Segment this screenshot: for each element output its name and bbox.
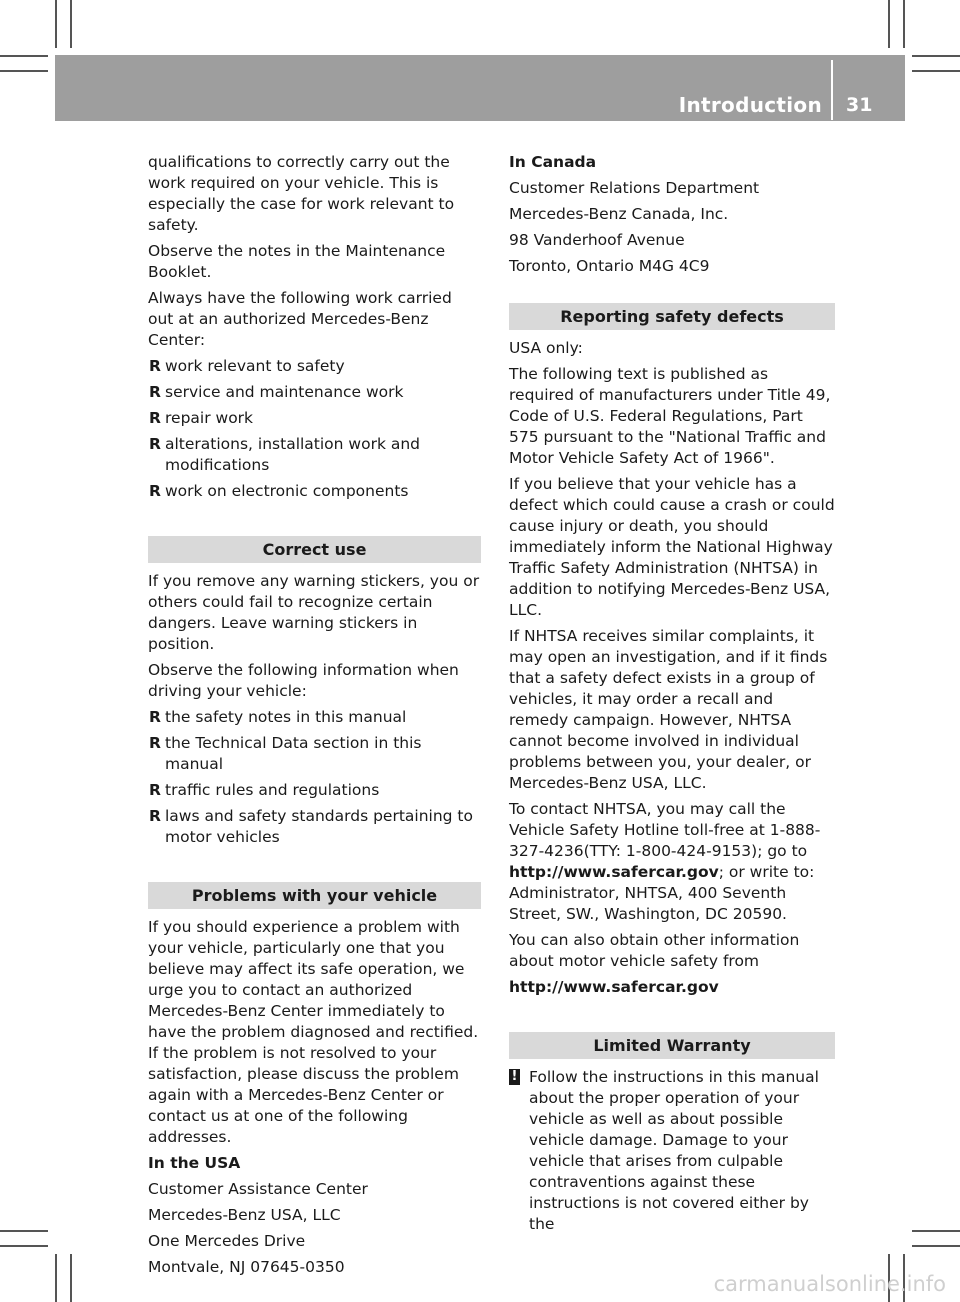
bullet-icon: R: [149, 781, 161, 799]
paragraph: The following text is published as required of manufacturers under Title 49, Code of U.S. Federal Regulations, Part 575 pursuant to the "National Traffic and Motor Vehicle Safety Act of 1966".: [509, 365, 831, 467]
bullet-icon: R: [149, 357, 161, 375]
warning-note: [509, 1067, 835, 1235]
list-item: R work on electronic components: [149, 482, 409, 500]
crop-mark: [70, 0, 72, 48]
address-line: Mercedes-Benz Canada, Inc.: [509, 205, 729, 223]
warning-icon: !: [509, 1069, 520, 1085]
list-item: R alterations, installation work and modifications: [149, 435, 421, 474]
crop-mark: [912, 55, 960, 57]
paragraph: USA only:: [509, 339, 583, 357]
list-item: R the safety notes in this manual: [149, 708, 407, 726]
section-heading-problems: Problems with your vehicle: [148, 882, 481, 909]
list-item: R work relevant to safety: [149, 357, 345, 375]
correct-use-list: [148, 707, 481, 848]
section-heading-reporting: Reporting safety defects: [509, 303, 835, 330]
bullet-icon: R: [149, 482, 161, 500]
crop-mark: [0, 1230, 48, 1232]
bullet-icon: R: [149, 409, 161, 427]
address-line: Toronto, Ontario M4G 4C9: [509, 257, 710, 275]
crop-mark: [55, 0, 57, 48]
crop-mark: [0, 70, 48, 72]
list-item: R the Technical Data section in this manual: [149, 734, 422, 773]
section-title: Introduction: [678, 93, 822, 117]
crop-mark: [912, 70, 960, 72]
warning-text: Follow the instructions in this manual about the proper operation of your vehicle as well as about possible vehicle damage. Damage to your vehicle that arises from culpable contraventions against these instructions is not covered either by the: [529, 1068, 819, 1233]
bullet-icon: R: [149, 708, 161, 726]
paragraph: Observe the notes in the Maintenance Booklet.: [148, 242, 446, 281]
page-number: 31: [846, 94, 873, 116]
right-column: [509, 152, 835, 1235]
address-label-usa: In the USA: [148, 1154, 241, 1172]
crop-mark: [888, 0, 890, 48]
paragraph: qualifications to correctly carry out the work required on your vehicle. This is especially the case for work relevant to safety.: [148, 153, 455, 234]
list-item: R service and maintenance work: [149, 383, 404, 401]
section-heading-correct-use: Correct use: [148, 536, 481, 563]
crop-mark: [0, 55, 48, 57]
address-line: Montvale, NJ 07645-0350: [148, 1258, 345, 1276]
crop-mark: [70, 1254, 72, 1302]
bullet-icon: R: [149, 383, 161, 401]
bullet-icon: R: [149, 807, 161, 825]
header-separator: [831, 60, 833, 120]
crop-mark: [903, 0, 905, 48]
paragraph: Observe the following information when driving your vehicle:: [148, 661, 459, 700]
address-line: One Mercedes Drive: [148, 1232, 306, 1250]
left-column: [148, 152, 481, 1283]
address-line: Customer Relations Department: [509, 179, 760, 197]
paragraph: You can also obtain other information about motor vehicle safety from: [509, 931, 800, 970]
watermark: carmanualsonline.info: [713, 1272, 946, 1296]
crop-mark: [55, 1254, 57, 1302]
paragraph: If you should experience a problem with your vehicle, particularly one that you believe may affect its safe operation, we urge you to contact an authorized Mercedes-Benz Center immediately to have the problem diagnosed and rectified. If the problem is not resolved to your satisfaction, please discuss the problem again with a Mercedes-Benz Center or contact us at one of the following addresses.: [148, 918, 479, 1146]
paragraph: If you remove any warning stickers, you or others could fail to recognize certain dangers. Leave warning stickers in position.: [148, 572, 480, 653]
crop-mark: [912, 1245, 960, 1247]
paragraph: Always have the following work carried out at an authorized Mercedes-Benz Center:: [148, 289, 452, 349]
crop-mark: [912, 1230, 960, 1232]
paragraph: If NHTSA receives similar complaints, it may open an investigation, and if it finds that a safety defect exists in a group of vehicles, it may order a recall and remedy campaign. However, NHTSA cannot become involved in individual problems between you, your dealer, or Mercedes-Benz USA, LLC.: [509, 627, 828, 792]
paragraph: To contact NHTSA, you may call the Vehicle Safety Hotline toll-free at 1-888-327-4236(TTY: 1-800-424-9153); go to http://www.safercar.gov; or write to: Administrator, NHTSA, 400 Seventh Street, SW., Washington, DC 20590.: [509, 800, 821, 923]
list-item: R laws and safety standards pertaining to motor vehicles: [149, 807, 473, 846]
address-line: 98 Vanderhoof Avenue: [509, 231, 685, 249]
paragraph: If you believe that your vehicle has a defect which could cause a crash or could cause injury or death, you should immediately inform the National Highway Traffic Safety Administration (NHTSA) in addition to notifying Mercedes-Benz USA, LLC.: [509, 475, 835, 619]
safercar-link[interactable]: http://www.safercar.gov: [509, 863, 719, 881]
section-heading-warranty: Limited Warranty: [509, 1032, 835, 1059]
bullet-icon: R: [149, 734, 161, 752]
safercar-link[interactable]: http://www.safercar.gov: [509, 978, 719, 996]
address-label-canada: In Canada: [509, 153, 597, 171]
work-list: [148, 356, 481, 502]
address-line: Customer Assistance Center: [148, 1180, 368, 1198]
address-line: Mercedes-Benz USA, LLC: [148, 1206, 341, 1224]
bullet-icon: R: [149, 435, 161, 453]
list-item: R repair work: [149, 409, 254, 427]
crop-mark: [0, 1245, 48, 1247]
list-item: R traffic rules and regulations: [149, 781, 380, 799]
